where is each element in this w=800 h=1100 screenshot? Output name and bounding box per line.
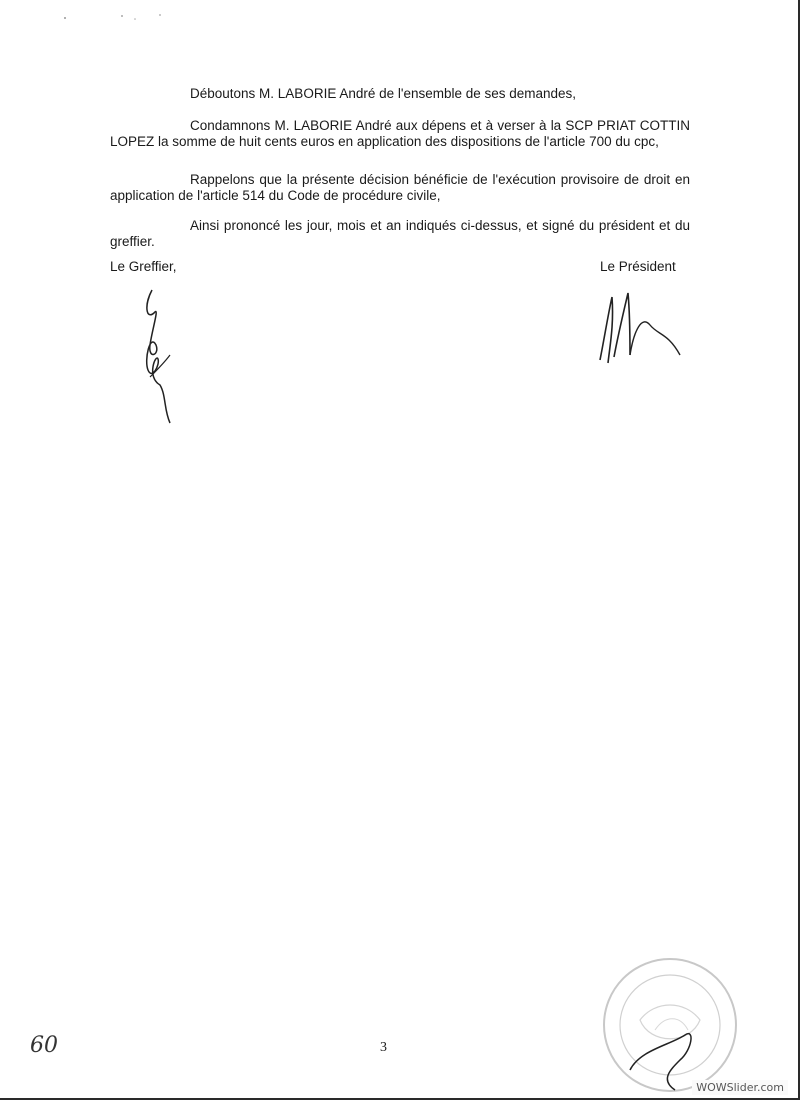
watermark: WOWSlider.com	[692, 1080, 788, 1095]
president-label: Le Président	[600, 259, 676, 274]
president-signature	[590, 285, 700, 375]
handwritten-page-number: 60	[30, 1033, 58, 1058]
greffier-label: Le Greffier,	[110, 259, 177, 274]
paragraph-condamnons: Condamnons M. LABORIE André aux dépens et à verser à la SCP PRIAT COTTIN LOPEZ la somme de huit cents euros en application des dispositions de l'article 700 du cpc,	[110, 118, 690, 149]
scan-specks	[60, 10, 180, 30]
tribunal-stamp	[600, 950, 750, 1100]
paragraph-deboutons: Déboutons M. LABORIE André de l'ensemble de ses demandes,	[190, 86, 577, 101]
page-number: 3	[380, 1040, 387, 1055]
greffier-signature	[130, 285, 190, 430]
paragraph-rappelons: Rappelons que la présente décision bénéficie de l'exécution provisoire de droit en application de l'article 514 du Code de procédure civile,	[110, 172, 690, 203]
paragraph-ainsi: Ainsi prononcé les jour, mois et an indiqués ci-dessus, et signé du président et du greffier.	[110, 218, 690, 249]
